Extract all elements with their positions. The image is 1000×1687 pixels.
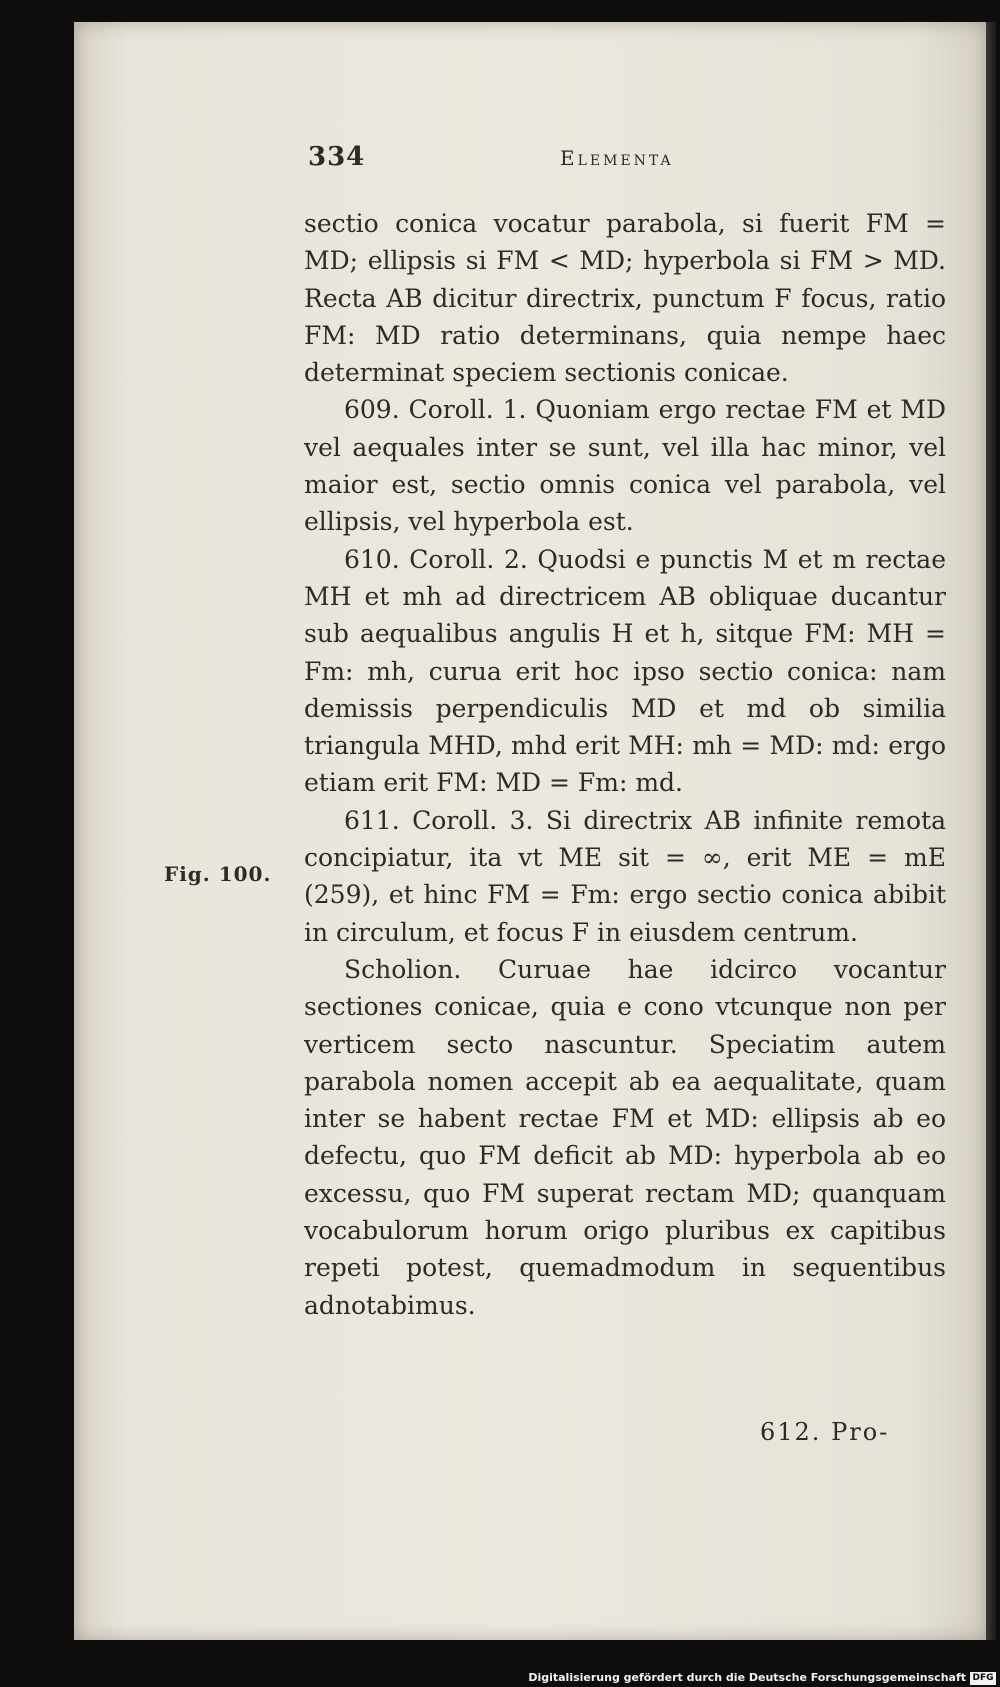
catchword: 612. Pro- [760,1418,890,1446]
digitization-footer [0,1668,998,1687]
page-body [304,205,946,1324]
page-header [308,142,728,178]
figure-reference: Fig. 100. [164,862,272,886]
footer-credit: Digitalisierung gefördert durch die Deutsche Forschungsgemeinschaft [528,1671,966,1684]
paragraph-scholion: Scholion. Curuae hae idcirco vocantur sectiones conicae, quia e cono vtcunque non per verticem secto nascuntur. Speciatim autem parabola nomen accepit ab ea aequalitate, quam inter se habent rectae FM et MD: ellipsis ab eo defectu, quo FM deficit ab MD: hyperbola ab eo excessu, quo FM superat rectam MD; quanquam vocabulorum horum origo pluribus ex capitibus repeti potest, quemadmodum in sequentibus adnotabimus. [304,954,946,1320]
paragraph-610: 610. Coroll. 2. Quodsi e punctis M et m rectae MH et mh ad directricem AB obliquae ducantur sub aequalibus angulis H et h, sitque FM: MH = Fm: mh, curua erit hoc ipso sectio conica: nam demissis perpendiculis MD et md ob similia triangula MHD, mhd erit MH: mh = MD: md: ergo etiam erit FM: MD = Fm: md. [304,544,946,798]
paragraph-definition: sectio conica vocatur parabola, si fuerit FM = MD; ellipsis si FM < MD; hyperbola si FM > MD. Recta AB dicitur directrix, punctum F focus, ratio FM: MD ratio determinans, quia nempe haec determinat speciem sectionis conicae. [304,209,946,388]
page-number: 334 [308,142,366,172]
running-head: Elementa [560,146,674,170]
page-edge [986,22,996,1640]
dfg-logo-icon: DFG [970,1672,996,1685]
paragraph-611: 611. Coroll. 3. Si directrix AB infinite remota concipiatur, ita vt ME sit = ∞, erit ME = mE (259), et hinc FM = Fm: ergo sectio conica abibit in circulum, et focus F in eiusdem centrum. [304,805,946,947]
paragraph-609: 609. Coroll. 1. Quoniam ergo rectae FM et MD vel aequales inter se sunt, vel illa hac minor, vel maior est, sectio omnis conica vel parabola, vel ellipsis, vel hyperbola est. [304,395,946,537]
